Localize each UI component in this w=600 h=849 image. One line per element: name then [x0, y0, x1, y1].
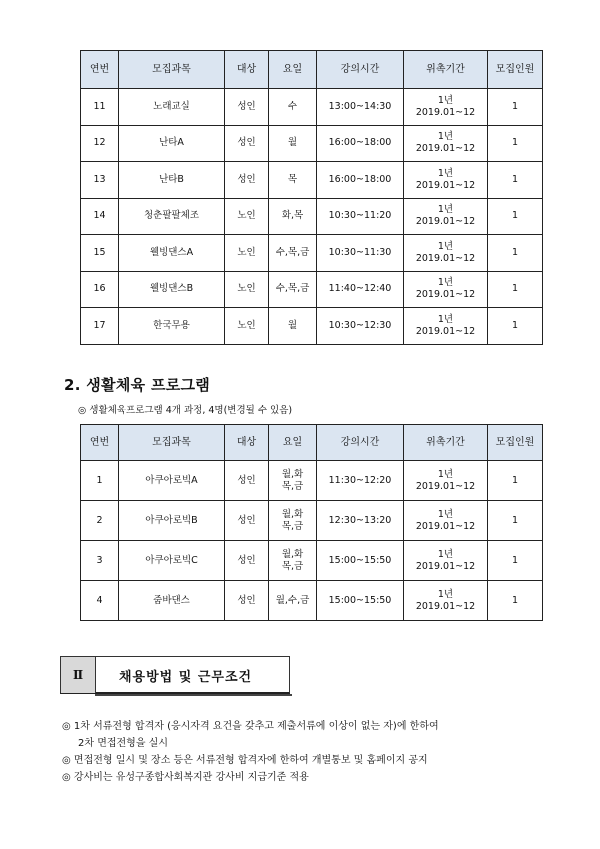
section-note: ◎ 생활체육프로그램 4개 과정, 4명(변경될 수 있음) [78, 405, 293, 416]
cell-day [269, 461, 317, 501]
cell-time: 12:30~13:20 [317, 501, 404, 541]
col-header-no: 연번 [81, 51, 119, 89]
cell-no: 17 [81, 308, 119, 345]
cell-period-line-2: 2019.01~12 [415, 179, 476, 191]
cell-period [404, 89, 488, 126]
table-header-row [81, 425, 543, 461]
bullet-item-continued: 2차 면접전형을 실시 [78, 738, 168, 749]
cell-count: 1 [488, 541, 543, 581]
col-header-count: 모집인원 [488, 51, 543, 89]
cell-target: 성인 [225, 541, 269, 581]
cell-period-line-1: 1년 [437, 508, 454, 520]
cell-period-line-2: 2019.01~12 [415, 106, 476, 118]
cell-time: 10:30~11:20 [317, 198, 404, 235]
cell-time: 10:30~12:30 [317, 308, 404, 345]
section-heading-title: 채용방법 및 근무조건 [119, 669, 253, 685]
cell-no: 15 [81, 235, 119, 272]
cell-no: 4 [81, 581, 119, 621]
col-header-day: 요일 [269, 51, 317, 89]
cell-subject: 난타A [119, 125, 225, 162]
cell-day: 수,목,금 [269, 235, 317, 272]
cell-count: 1 [488, 89, 543, 126]
cell-day: 목 [269, 162, 317, 199]
bullet-item: ◎ 강사비는 유성구종합사회복지관 강사비 지급기준 적용 [62, 772, 309, 783]
cell-no: 1 [81, 461, 119, 501]
cell-time: 15:00~15:50 [317, 541, 404, 581]
col-header-period: 위촉기간 [404, 51, 488, 89]
cell-no: 14 [81, 198, 119, 235]
col-header-subject: 모집과목 [119, 51, 225, 89]
cell-count: 1 [488, 308, 543, 345]
cell-time: 16:00~18:00 [317, 125, 404, 162]
cell-period [404, 125, 488, 162]
section-number: Ⅱ [61, 657, 96, 693]
bullet-item: ◎ 면접전형 일시 및 장소 등은 서류전형 합격자에 한하여 개별통보 및 홈페이지 공지 [62, 755, 428, 766]
table-row [81, 501, 543, 541]
cell-period-line-1: 1년 [437, 131, 454, 143]
col-header-day: 요일 [269, 425, 317, 461]
cell-day: 수 [269, 89, 317, 126]
cell-subject: 웰빙댄스A [119, 235, 225, 272]
hiring-conditions-list [62, 718, 439, 786]
cell-count: 1 [488, 581, 543, 621]
cell-day-line-2: 목,금 [281, 520, 304, 532]
heading-divider [289, 657, 290, 693]
cell-count: 1 [488, 235, 543, 272]
table-row [81, 541, 543, 581]
cell-period [404, 198, 488, 235]
cell-period [404, 271, 488, 308]
cell-day-line-1: 월,화 [281, 508, 304, 520]
cell-day: 수,목,금 [269, 271, 317, 308]
cell-period [404, 162, 488, 199]
cell-period-line-2: 2019.01~12 [415, 560, 476, 572]
cell-subject: 난타B [119, 162, 225, 199]
cell-count: 1 [488, 198, 543, 235]
table-row [81, 89, 543, 126]
cell-no: 2 [81, 501, 119, 541]
table-row [81, 308, 543, 345]
table-row [81, 581, 543, 621]
cell-period [404, 581, 488, 621]
cell-day: 월 [269, 125, 317, 162]
cell-subject: 아쿠아로빅A [119, 461, 225, 501]
table-row [81, 461, 543, 501]
cell-day: 월 [269, 308, 317, 345]
cell-no: 3 [81, 541, 119, 581]
col-header-no: 연번 [81, 425, 119, 461]
cell-period-line-1: 1년 [437, 588, 454, 600]
cell-no: 12 [81, 125, 119, 162]
cell-subject: 아쿠아로빅C [119, 541, 225, 581]
cell-period-line-1: 1년 [437, 167, 454, 179]
cell-time: 11:30~12:20 [317, 461, 404, 501]
cell-no: 13 [81, 162, 119, 199]
cell-count: 1 [488, 162, 543, 199]
cell-period-line-1: 1년 [437, 277, 454, 289]
cell-period-line-1: 1년 [437, 548, 454, 560]
cell-period-line-1: 1년 [437, 313, 454, 325]
cell-day: 월,수,금 [269, 581, 317, 621]
cell-target: 성인 [225, 501, 269, 541]
table-header-row [81, 51, 543, 89]
cell-subject: 웰빙댄스B [119, 271, 225, 308]
table-row [81, 125, 543, 162]
cell-day-line-2: 목,금 [281, 560, 304, 572]
cell-time: 10:30~11:30 [317, 235, 404, 272]
bullet-item: ◎ 1차 서류전형 합격자 (응시자격 요건을 갖추고 제출서류에 이상이 없는 자)에 한하여 [62, 721, 439, 732]
cell-period [404, 541, 488, 581]
cell-period-line-2: 2019.01~12 [415, 252, 476, 264]
cell-period [404, 461, 488, 501]
cell-target: 노인 [225, 198, 269, 235]
col-header-subject: 모집과목 [119, 425, 225, 461]
cell-period-line-2: 2019.01~12 [415, 325, 476, 337]
cell-count: 1 [488, 271, 543, 308]
cell-period-line-1: 1년 [437, 240, 454, 252]
section-title-sports: 2. 생활체육 프로그램 [64, 376, 211, 394]
cell-day: 화,목 [269, 198, 317, 235]
cell-target: 노인 [225, 271, 269, 308]
table-row [81, 162, 543, 199]
cell-target: 성인 [225, 125, 269, 162]
cell-count: 1 [488, 125, 543, 162]
cell-period [404, 235, 488, 272]
table-row [81, 271, 543, 308]
cell-period-line-2: 2019.01~12 [415, 600, 476, 612]
cell-day-line-1: 월,화 [281, 548, 304, 560]
cell-subject: 한국무용 [119, 308, 225, 345]
cell-time: 15:00~15:50 [317, 581, 404, 621]
col-header-count: 모집인원 [488, 425, 543, 461]
table-row [81, 198, 543, 235]
cell-day [269, 541, 317, 581]
cell-period-line-2: 2019.01~12 [415, 520, 476, 532]
cell-target: 성인 [225, 581, 269, 621]
program-table-2 [80, 424, 543, 621]
cell-target: 노인 [225, 308, 269, 345]
col-header-time: 강의시간 [317, 425, 404, 461]
cell-period-line-2: 2019.01~12 [415, 289, 476, 301]
cell-period-line-1: 1년 [437, 94, 454, 106]
cell-count: 1 [488, 461, 543, 501]
cell-day-line-1: 월,화 [281, 468, 304, 480]
cell-day-line-2: 목,금 [281, 480, 304, 492]
program-table-1 [80, 50, 543, 345]
cell-target: 성인 [225, 162, 269, 199]
cell-time: 13:00~14:30 [317, 89, 404, 126]
cell-period [404, 308, 488, 345]
col-header-target: 대상 [225, 425, 269, 461]
cell-subject: 노래교실 [119, 89, 225, 126]
heading-underline [95, 694, 292, 696]
col-header-target: 대상 [225, 51, 269, 89]
cell-target: 노인 [225, 235, 269, 272]
cell-target: 성인 [225, 461, 269, 501]
cell-period-line-2: 2019.01~12 [415, 143, 476, 155]
cell-count: 1 [488, 501, 543, 541]
cell-period [404, 501, 488, 541]
cell-no: 11 [81, 89, 119, 126]
cell-period-line-1: 1년 [437, 204, 454, 216]
cell-period-line-2: 2019.01~12 [415, 216, 476, 228]
cell-time: 16:00~18:00 [317, 162, 404, 199]
table-row [81, 235, 543, 272]
cell-subject: 청춘팔팔체조 [119, 198, 225, 235]
cell-target: 성인 [225, 89, 269, 126]
cell-period-line-2: 2019.01~12 [415, 480, 476, 492]
section-heading-hiring [60, 656, 290, 694]
col-header-time: 강의시간 [317, 51, 404, 89]
cell-no: 16 [81, 271, 119, 308]
cell-period-line-1: 1년 [437, 468, 454, 480]
col-header-period: 위촉기간 [404, 425, 488, 461]
cell-subject: 아쿠아로빅B [119, 501, 225, 541]
cell-day [269, 501, 317, 541]
cell-subject: 줌바댄스 [119, 581, 225, 621]
cell-time: 11:40~12:40 [317, 271, 404, 308]
